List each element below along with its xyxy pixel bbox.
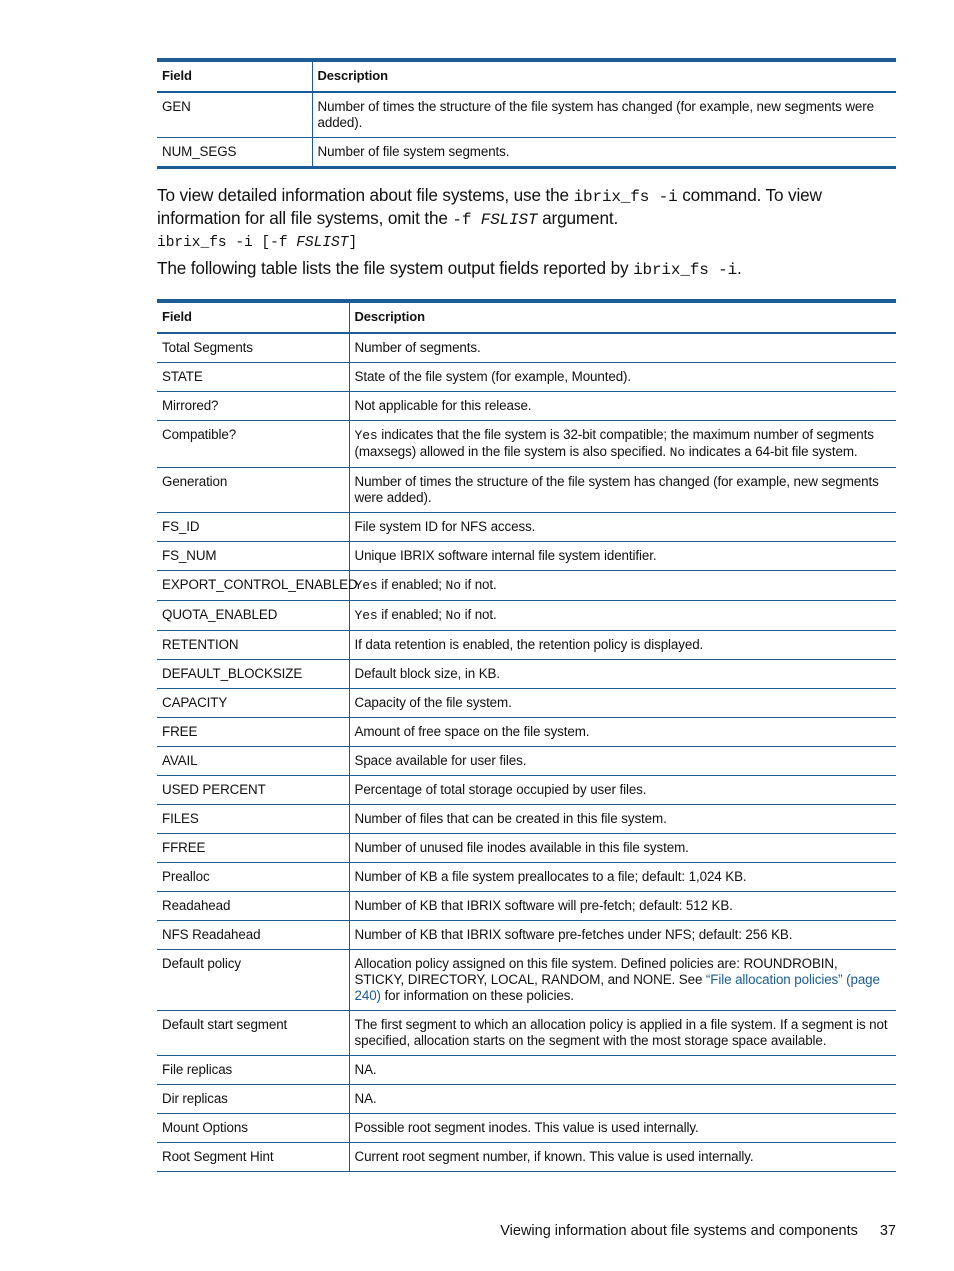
inline-command: ibrix_fs -i [573, 188, 678, 206]
description-text: for information on these policies. [380, 988, 574, 1003]
page-number: 37 [879, 1223, 896, 1239]
field-cell: Root Segment Hint [157, 1143, 349, 1172]
table-row [157, 421, 896, 468]
table-row [157, 513, 896, 542]
field-cell: EXPORT_CONTROL_ENABLED [157, 571, 349, 601]
description-cell: NA. [349, 1056, 896, 1085]
table-row [157, 805, 896, 834]
table-row [157, 1011, 896, 1056]
table-intro-paragraph [157, 258, 897, 281]
field-cell: Total Segments [157, 333, 349, 363]
table-row [157, 363, 896, 392]
description-cell: Default block size, in KB. [349, 660, 896, 689]
description-cell: Number of files that can be created in this file system. [349, 805, 896, 834]
intro-text: command. To view information for all file systems, omit the [157, 185, 822, 228]
table-row [157, 601, 896, 631]
field-cell: NFS Readahead [157, 921, 349, 950]
description-cell: Current root segment number, if known. This value is used internally. [349, 1143, 896, 1172]
field-cell: STATE [157, 363, 349, 392]
field-cell: Mirrored? [157, 392, 349, 421]
description-cell [349, 950, 896, 1011]
description-cell: Capacity of the file system. [349, 689, 896, 718]
table-header-row [157, 60, 896, 92]
description-cell: Space available for user files. [349, 747, 896, 776]
table-row [157, 138, 896, 168]
description-cell: Possible root segment inodes. This value is used internally. [349, 1114, 896, 1143]
field-cell: Generation [157, 468, 349, 513]
description-cell: Number of KB a file system preallocates to a file; default: 1,024 KB. [349, 863, 896, 892]
table-row [157, 631, 896, 660]
table-row [157, 660, 896, 689]
command-text: ibrix_fs -i [-f [157, 235, 297, 251]
field-cell: RETENTION [157, 631, 349, 660]
table-row [157, 834, 896, 863]
description-text: if enabled; [377, 607, 446, 622]
intro-paragraph [157, 185, 897, 231]
field-cell: Mount Options [157, 1114, 349, 1143]
field-cell: GEN [157, 92, 312, 138]
description-text: Allocation policy assigned on this file system. Defined policies are: ROUNDROBIN, STICKY, DIRECTORY, LOCAL, RANDOM, and NONE. See [354, 956, 838, 987]
column-header-description: Description [349, 301, 896, 333]
field-table-1 [157, 58, 896, 169]
table-row [157, 921, 896, 950]
field-cell: Default start segment [157, 1011, 349, 1056]
footer-section-title: Viewing information about file systems and components [500, 1223, 858, 1239]
table-header-row [157, 301, 896, 333]
field-cell: Dir replicas [157, 1085, 349, 1114]
table-row [157, 747, 896, 776]
table-intro-text: The following table lists the file system output fields reported by [157, 258, 634, 278]
field-cell: Prealloc [157, 863, 349, 892]
field-cell: FFREE [157, 834, 349, 863]
code-value: No [445, 578, 461, 593]
description-cell: Number of segments. [349, 333, 896, 363]
command-text: ] [348, 235, 358, 251]
description-cell: NA. [349, 1085, 896, 1114]
field-cell: DEFAULT_BLOCKSIZE [157, 660, 349, 689]
field-cell: FILES [157, 805, 349, 834]
description-cell [349, 421, 896, 468]
table-row [157, 1056, 896, 1085]
description-cell: Not applicable for this release. [349, 392, 896, 421]
column-header-field: Field [157, 301, 349, 333]
description-text: if enabled; [377, 577, 446, 592]
command-syntax [157, 234, 357, 251]
code-value: Yes [354, 578, 378, 593]
page-footer [500, 1222, 896, 1240]
description-cell: Number of times the structure of the file system has changed (for example, new segments were added). [312, 92, 896, 138]
description-cell [349, 571, 896, 601]
field-cell: Default policy [157, 950, 349, 1011]
description-cell: Number of file system segments. [312, 138, 896, 168]
description-cell: File system ID for NFS access. [349, 513, 896, 542]
intro-text: To view detailed information about file systems, use the [157, 185, 574, 205]
column-header-field: Field [157, 60, 312, 92]
description-cell [349, 601, 896, 631]
field-cell: NUM_SEGS [157, 138, 312, 168]
description-cell: Number of KB that IBRIX software pre-fetches under NFS; default: 256 KB. [349, 921, 896, 950]
table-row [157, 718, 896, 747]
table-row [157, 92, 896, 138]
code-value: Yes [354, 608, 378, 623]
field-cell: Readahead [157, 892, 349, 921]
description-cell: State of the file system (for example, Mounted). [349, 363, 896, 392]
column-header-description: Description [312, 60, 896, 92]
description-cell: The first segment to which an allocation policy is applied in a file system. If a segment is not specified, allocation starts on the segment with the most storage space available. [349, 1011, 896, 1056]
description-cell: Number of KB that IBRIX software will pre-fetch; default: 512 KB. [349, 892, 896, 921]
inline-option: -f [452, 211, 481, 229]
description-text: indicates a 64-bit file system. [685, 444, 858, 459]
intro-text: argument. [537, 208, 619, 228]
field-cell: QUOTA_ENABLED [157, 601, 349, 631]
inline-command: ibrix_fs -i [633, 261, 738, 279]
field-cell: FS_NUM [157, 542, 349, 571]
table-row [157, 571, 896, 601]
code-value: No [669, 445, 686, 460]
table-row [157, 776, 896, 805]
table-row [157, 392, 896, 421]
inline-option-arg: FSLIST [480, 211, 538, 229]
code-value: Yes [354, 428, 378, 443]
field-cell: CAPACITY [157, 689, 349, 718]
table-intro-text: . [737, 258, 742, 278]
field-table-2 [157, 299, 896, 1172]
description-text: if not. [460, 607, 497, 622]
table-row [157, 892, 896, 921]
description-cell: Percentage of total storage occupied by user files. [349, 776, 896, 805]
table-row [157, 689, 896, 718]
field-cell: FREE [157, 718, 349, 747]
code-value: No [445, 608, 461, 623]
description-cell: If data retention is enabled, the retention policy is displayed. [349, 631, 896, 660]
field-cell: Compatible? [157, 421, 349, 468]
description-cell: Number of times the structure of the file system has changed (for example, new segments were added). [349, 468, 896, 513]
field-cell: FS_ID [157, 513, 349, 542]
field-cell: File replicas [157, 1056, 349, 1085]
page-link[interactable]: “File allocation policies” (page 240) [354, 972, 880, 1003]
table-row [157, 1085, 896, 1114]
description-text: indicates that the file system is 32-bit compatible; the maximum number of segments (maxsegs) allowed in the file system is also specified. [354, 427, 874, 459]
table-row [157, 468, 896, 513]
table-row [157, 1114, 896, 1143]
table-row [157, 1143, 896, 1172]
description-cell: Amount of free space on the file system. [349, 718, 896, 747]
table-row [157, 542, 896, 571]
table-row [157, 333, 896, 363]
field-cell: AVAIL [157, 747, 349, 776]
description-cell: Unique IBRIX software internal file system identifier. [349, 542, 896, 571]
table-row [157, 950, 896, 1011]
command-arg: FSLIST [296, 235, 349, 251]
table-row [157, 863, 896, 892]
field-cell: USED PERCENT [157, 776, 349, 805]
field-table-2-body [157, 333, 896, 1172]
description-cell: Number of unused file inodes available in this file system. [349, 834, 896, 863]
description-text: if not. [460, 577, 497, 592]
